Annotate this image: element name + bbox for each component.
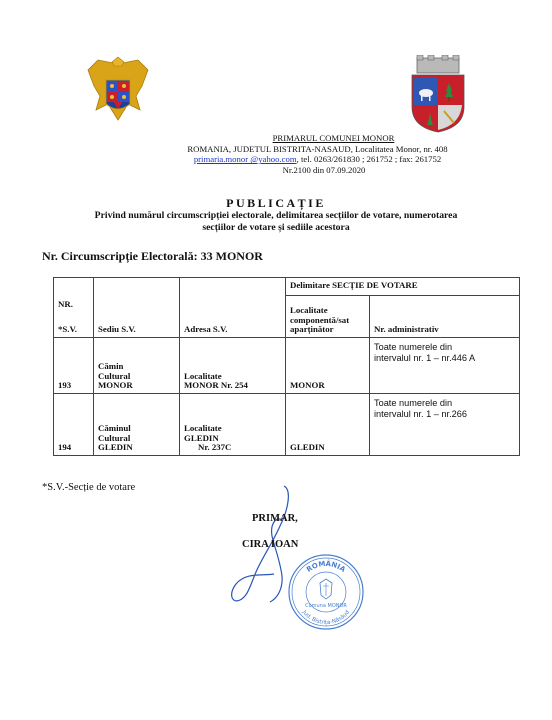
header-delimitare: Delimitare SECȚIE DE VOTARE xyxy=(286,278,520,296)
cell-localitate: GLEDIN xyxy=(286,394,370,456)
table-row xyxy=(54,394,520,456)
monor-coat-of-arms-icon xyxy=(408,55,468,133)
official-stamp xyxy=(287,553,365,631)
document-title: PUBLICAȚIE xyxy=(226,196,326,210)
phone-fax: , tel. 0263/261830 ; 261752 ; fax: 261752 xyxy=(296,154,442,165)
issuer-name: PRIMARUL COMUNEI MONOR xyxy=(272,133,395,143)
letterhead xyxy=(0,133,552,175)
mayor-name: CIRA IOAN xyxy=(242,539,299,550)
header-localitate: Localitate componentă/sat aparținător xyxy=(286,296,370,338)
cell-localitate: MONOR xyxy=(286,338,370,394)
table-header-row xyxy=(54,278,520,296)
table-row xyxy=(54,338,520,394)
svg-text:Jud. Bistrița-Năsăud: Jud. Bistrița-Năsăud xyxy=(300,609,352,627)
header-adresa: Adresa S.V. xyxy=(180,278,286,338)
mayor-title: PRIMAR, xyxy=(252,513,298,524)
registration-number: Nr.2100 din 07.09.2020 xyxy=(282,164,366,175)
cell-adresa: Localitate GLEDIN Nr. 237C xyxy=(180,394,286,456)
header-sediu: Sediu S.V. xyxy=(94,278,180,338)
cell-sediu: Cămin Cultural MONOR xyxy=(94,338,180,394)
romania-coat-of-arms-icon xyxy=(86,56,150,126)
circumscription-number: Nr. Circumscripție Electorală: 33 MONOR xyxy=(42,249,263,263)
cell-nr-administrativ: Toate numerele din intervalul nr. 1 – nr.446 A xyxy=(370,338,520,394)
footnote: *S.V.-Secție de votare xyxy=(42,482,136,493)
email-link[interactable]: primaria.monor @yahoo.com xyxy=(193,154,297,165)
cell-nr: 194 xyxy=(54,394,94,456)
cell-nr-administrativ: Toate numerele din intervalul nr. 1 – nr.266 xyxy=(370,394,520,456)
svg-text:Comuna MONOR: Comuna MONOR xyxy=(305,603,347,609)
document-subtitle: Privind numărul circumscripției electorale, delimitarea secțiilor de votare, numerotarea secțiilor de votare și sediile acestora xyxy=(94,210,458,233)
header-nr-sv: NR. *S.V. xyxy=(54,278,94,338)
issuer-address: ROMANIA, JUDETUL BISTRITA-NASAUD, Localitatea Monor, nr. 408 xyxy=(187,143,448,154)
header-nr-administrativ: Nr. administrativ xyxy=(370,296,520,338)
polling-stations-table xyxy=(53,277,520,456)
cell-sediu: Căminul Cultural GLEDIN xyxy=(94,394,180,456)
svg-text:ROMÂNIA: ROMÂNIA xyxy=(305,559,347,574)
cell-nr: 193 xyxy=(54,338,94,394)
cell-adresa: Localitate MONOR Nr. 254 xyxy=(180,338,286,394)
